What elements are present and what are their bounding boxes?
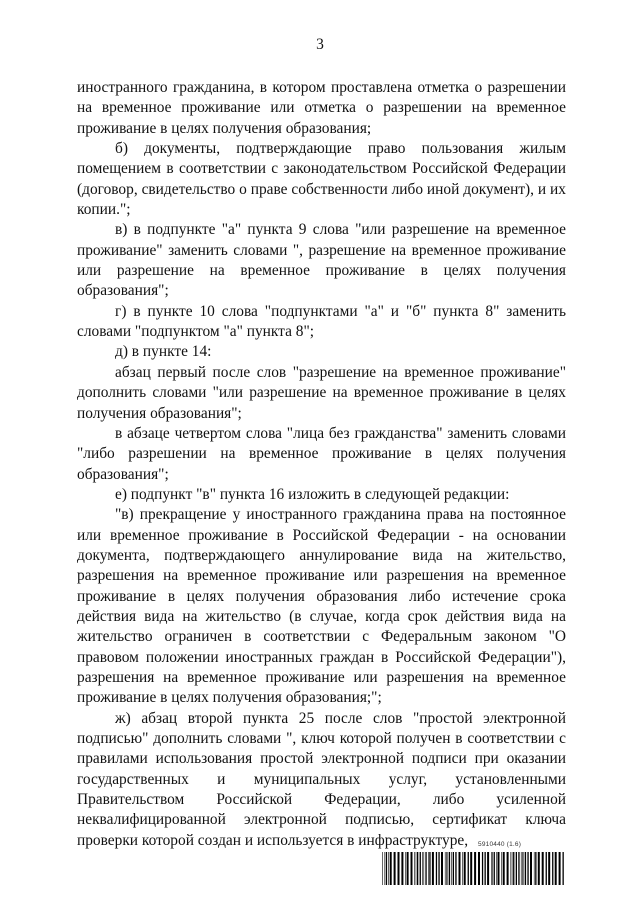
barcode-icon xyxy=(382,852,566,885)
paragraph-item-zh: ж) абзац второй пункта 25 после слов "простой электронной подписью" дополнить словами ", ключ которой получен в соответствии с правилами использования простой электронной подписи при оказании государственных и муниципальных услуг, установленными Правительством Российской Федерации, либо усиленной неквалифицированной электронной подписью, сертификат ключа проверки которой создан и используется в инфраструктуре, xyxy=(77,709,566,849)
paragraph-subitem-1: абзац первый после слов "разрешение на временное проживание" дополнить словами "или разрешение на временное проживание в целях получения образования"; xyxy=(77,363,566,422)
document-body xyxy=(77,78,566,851)
paragraph-subitem-2: в абзаце четвертом слова "лица без гражданства" заменить словами "либо разрешении на временное проживание в целях получения образования"; xyxy=(77,424,566,483)
paragraph-continuation: иностранного гражданина, в котором проставлена отметка о разрешении на временное проживание или отметка о разрешении на временное проживание в целях получения образования; xyxy=(77,79,566,137)
paragraph-item-g: г) в пункте 10 слова "подпунктами "а" и "б" пункта 8" заменить словами "подпунктом "а" пункта 8"; xyxy=(77,302,566,341)
paragraph-item-v: в) в подпункте "а" пункта 9 слова "или разрешение на временное проживание" заменить словами ", разрешение на временное проживание или разрешение на временное проживание в целях получения образования"; xyxy=(77,221,566,300)
document-barcode xyxy=(382,841,566,893)
paragraph-item-d: д) в пункте 14: xyxy=(115,343,212,361)
page-number: 3 xyxy=(316,36,324,53)
paragraph-item-e: е) подпункт "в" пункта 16 изложить в следующей редакции: xyxy=(115,485,510,503)
paragraph-quoted-text: "в) прекращение у иностранного гражданина права на постоянное или временное проживание в Российской Федерации - на основании документа, подтверждающего аннулирование вида на жительство, разрешения на временное проживание или разрешения на временное проживание в целях получения образования либо истечение срока действия вида на жительство (в случае, когда срок действия вида на жительство ограничен в соответствии с Федеральным законом "О правовом положении иностранных граждан в Российской Федерации"), разрешения на временное проживание или разрешения на временное проживание в целях получения образования;"; xyxy=(77,506,566,707)
paragraph-item-b: б) документы, подтверждающие право пользования жилым помещением в соответствии с законодательством Российской Федерации (договор, свидетельство о праве собственности либо иной документ), и их копии."; xyxy=(77,140,566,219)
barcode-number: 5910440 (1.6) xyxy=(478,841,522,848)
